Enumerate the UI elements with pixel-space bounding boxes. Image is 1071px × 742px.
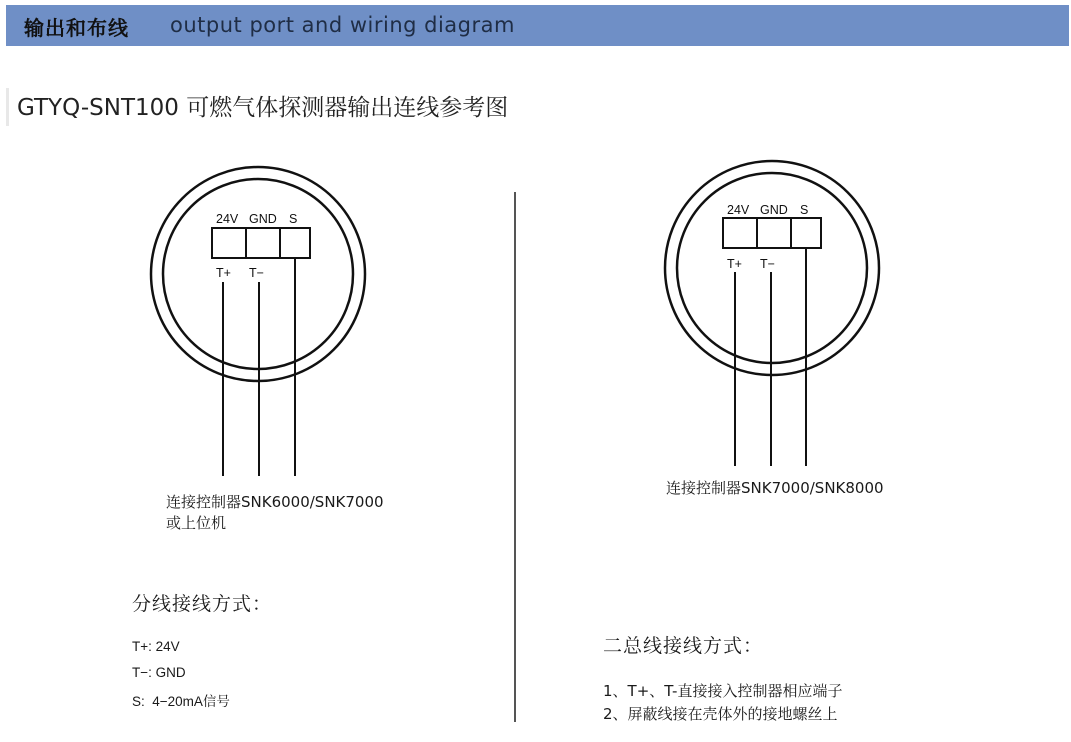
left-wire-label-tminus: T− <box>249 266 264 280</box>
left-connect-caption <box>166 492 384 534</box>
page-title: GTYQ-SNT100 可燃气体探测器输出连线参考图 <box>17 95 509 121</box>
right-terminal-block <box>723 218 821 248</box>
left-terminal-label-gnd: GND <box>249 212 277 226</box>
split-wiring-title: 分线接线方式： <box>132 593 273 615</box>
left-wiring-diagram <box>150 170 380 490</box>
left-terminal-label-s: S <box>289 212 298 226</box>
split-wiring-item-2: T−: GND <box>132 665 186 680</box>
right-terminal-label-gnd: GND <box>760 203 788 217</box>
left-terminal-label-24v: 24V <box>216 212 239 226</box>
right-terminal-label-24v: 24V <box>727 203 750 217</box>
left-connect-line1: 连接控制器SNK6000/SNK7000 <box>166 493 384 511</box>
left-terminal-block <box>212 228 310 258</box>
right-connect-caption: 连接控制器SNK7000/SNK8000 <box>666 479 884 497</box>
right-wiring-diagram <box>662 160 892 480</box>
split-wiring-item-1: T+: 24V <box>132 639 180 654</box>
left-connect-line2: 或上位机 <box>166 514 227 532</box>
right-wire-label-tminus: T− <box>760 257 775 271</box>
vertical-divider <box>514 192 516 722</box>
split-wiring-item-3: S: 4−20mA信号 <box>132 694 230 709</box>
right-wire-label-tplus: T+ <box>727 257 742 271</box>
section-header-bar <box>6 5 1069 46</box>
two-bus-wiring-item-1: 1、T+、T-直接接入控制器相应端子 <box>603 682 843 700</box>
header-title-cn: 输出和布线 <box>24 16 129 40</box>
title-accent-bar <box>6 88 9 126</box>
header-title-en: output port and wiring diagram <box>170 13 515 37</box>
two-bus-wiring-title: 二总线接线方式： <box>603 635 764 657</box>
two-bus-wiring-item-2: 2、屏蔽线接在壳体外的接地螺丝上 <box>603 705 838 723</box>
right-terminal-label-s: S <box>800 203 809 217</box>
left-wire-label-tplus: T+ <box>216 266 231 280</box>
